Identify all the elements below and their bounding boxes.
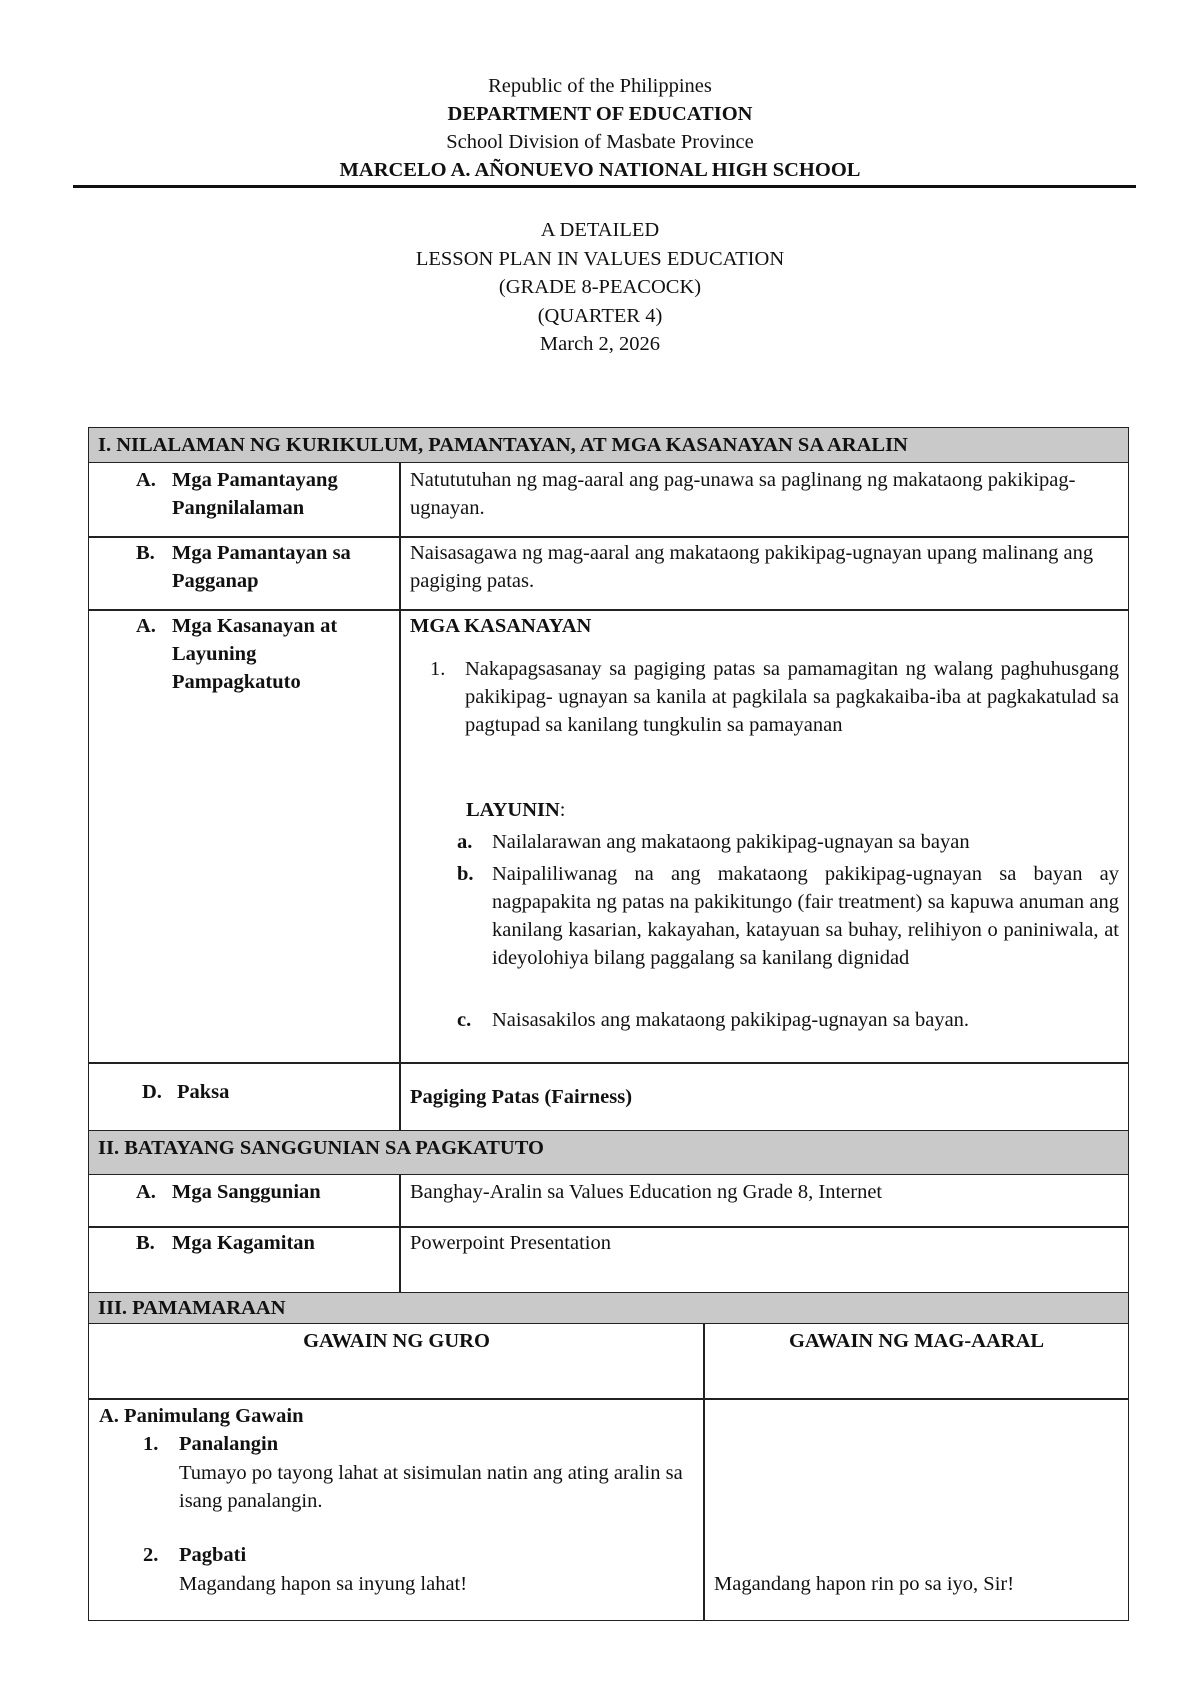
row-marker: B. bbox=[136, 542, 155, 564]
republic-line: Republic of the Philippines bbox=[488, 75, 712, 97]
section-3-column-divider bbox=[703, 1324, 705, 1621]
panimulang-gawain-heading: A. Panimulang Gawain bbox=[99, 1405, 304, 1427]
row-divider bbox=[89, 1398, 1128, 1400]
skill-marker: 1. bbox=[430, 658, 446, 680]
title-line-4: (QUARTER 4) bbox=[537, 304, 663, 327]
references-text: Banghay-Aralin sa Values Education ng Grade 8, Internet bbox=[410, 1181, 883, 1203]
step-2-marker: 2. bbox=[143, 1544, 159, 1566]
step-1-title: Panalangin bbox=[179, 1433, 279, 1455]
kasanayan-heading: MGA KASANAYAN bbox=[410, 615, 592, 637]
skill-text: Nakapagsasanay sa pagiging patas sa pamamagitan ng walang paghuhusgang pakikipag- ugnayan sa kanila at pagkilala sa pagkakaiba-iba at pagkakatulad sa pagtupad sa kanilang tungkulin sa pamayanan bbox=[465, 658, 1119, 736]
row-label-text: Paksa bbox=[177, 1081, 230, 1103]
section-1-heading: I. NILALAMAN NG KURIKULUM, PAMANTAYAN, AT MGA KASANAYAN SA ARALIN bbox=[89, 428, 1128, 463]
row-marker: A. bbox=[136, 1181, 156, 1203]
row-marker: A. bbox=[136, 469, 156, 491]
title-line-3: (GRADE 8-PEACOCK) bbox=[498, 276, 702, 298]
row-label-text: Mga Pamantayan sa Pagganap bbox=[172, 542, 351, 592]
row-divider bbox=[89, 609, 1128, 611]
title-line-2: LESSON PLAN IN VALUES EDUCATION bbox=[415, 247, 785, 270]
row-divider bbox=[89, 1226, 1128, 1228]
layunin-label: LAYUNIN bbox=[466, 799, 560, 821]
section-2-heading: II. BATAYANG SANGGUNIAN SA PAGKATUTO bbox=[89, 1130, 1128, 1175]
division-line: School Division of Masbate Province bbox=[446, 131, 754, 153]
teacher-column-header: GAWAIN NG GURO bbox=[303, 1330, 490, 1352]
materials-text: Powerpoint Presentation bbox=[410, 1232, 611, 1254]
performance-standards-text: Naisasagawa ng mag-aaral ang makataong pakikipag-ugnayan upang malinang ang pagiging patas. bbox=[410, 542, 1094, 592]
student-response-greeting: Magandang hapon rin po sa iyo, Sir! bbox=[714, 1573, 1015, 1595]
row-marker: D. bbox=[142, 1081, 162, 1103]
step-2-text: Magandang hapon sa inyung lahat! bbox=[179, 1573, 468, 1595]
department-line: DEPARTMENT OF EDUCATION bbox=[447, 103, 753, 125]
row-label-text: Mga Pamantayang Pangnilalaman bbox=[172, 469, 338, 519]
header-rule bbox=[73, 185, 1136, 188]
document-title bbox=[0, 216, 1200, 359]
row-divider bbox=[89, 536, 1128, 538]
objective-marker: b. bbox=[457, 863, 474, 885]
lesson-date: March 2, 2026 bbox=[539, 333, 661, 355]
school-name: MARCELO A. AÑONUEVO NATIONAL HIGH SCHOOL bbox=[339, 159, 861, 181]
row-label-text: Mga Sanggunian bbox=[172, 1181, 321, 1203]
student-column-header: GAWAIN NG MAG-AARAL bbox=[788, 1330, 1045, 1352]
layunin-heading bbox=[466, 796, 566, 824]
row-divider bbox=[89, 1062, 1128, 1064]
title-line-1: A DETAILED bbox=[540, 219, 660, 241]
objective-text: Naipaliliwanag na ang makataong pakikipag-ugnayan sa bayan ay nagpapakita ng patas na pakikitungo (fair treatment) sa kapuwa anuman ang kanilang kasarian, kakayahan, katayuan sa buhay, relihiyon o paniniwala, at ideyolohiya bilang paggalang sa kanilang dignidad bbox=[492, 863, 1119, 969]
topic-text: Pagiging Patas (Fairness) bbox=[410, 1086, 633, 1108]
letterhead bbox=[0, 72, 1200, 184]
row-label-text: Mga Kasanayan at Layuning Pampagkatuto bbox=[172, 615, 338, 693]
objective-text: Naisasakilos ang makataong pakikipag-ugnayan sa bayan. bbox=[492, 1009, 970, 1031]
section-2-column-divider bbox=[399, 1175, 401, 1292]
row-marker: B. bbox=[136, 1232, 155, 1254]
row-label-text: Mga Kagamitan bbox=[172, 1232, 315, 1254]
section-3-heading: III. PAMAMARAAN bbox=[89, 1292, 1128, 1324]
content-standards-text: Natututuhan ng mag-aaral ang pag-unawa sa paglinang ng makataong pakikipag-ugnayan. bbox=[410, 469, 1076, 519]
objective-text: Nailalarawan ang makataong pakikipag-ugnayan sa bayan bbox=[492, 831, 970, 853]
row-marker: A. bbox=[136, 615, 156, 637]
step-1-text: Tumayo po tayong lahat at sisimulan natin ang ating aralin sa isang panalangin. bbox=[179, 1462, 683, 1512]
step-1-marker: 1. bbox=[143, 1433, 159, 1455]
layunin-colon: : bbox=[559, 799, 566, 821]
objective-marker: c. bbox=[457, 1009, 472, 1031]
objective-marker: a. bbox=[457, 831, 473, 853]
step-2-title: Pagbati bbox=[179, 1544, 247, 1566]
